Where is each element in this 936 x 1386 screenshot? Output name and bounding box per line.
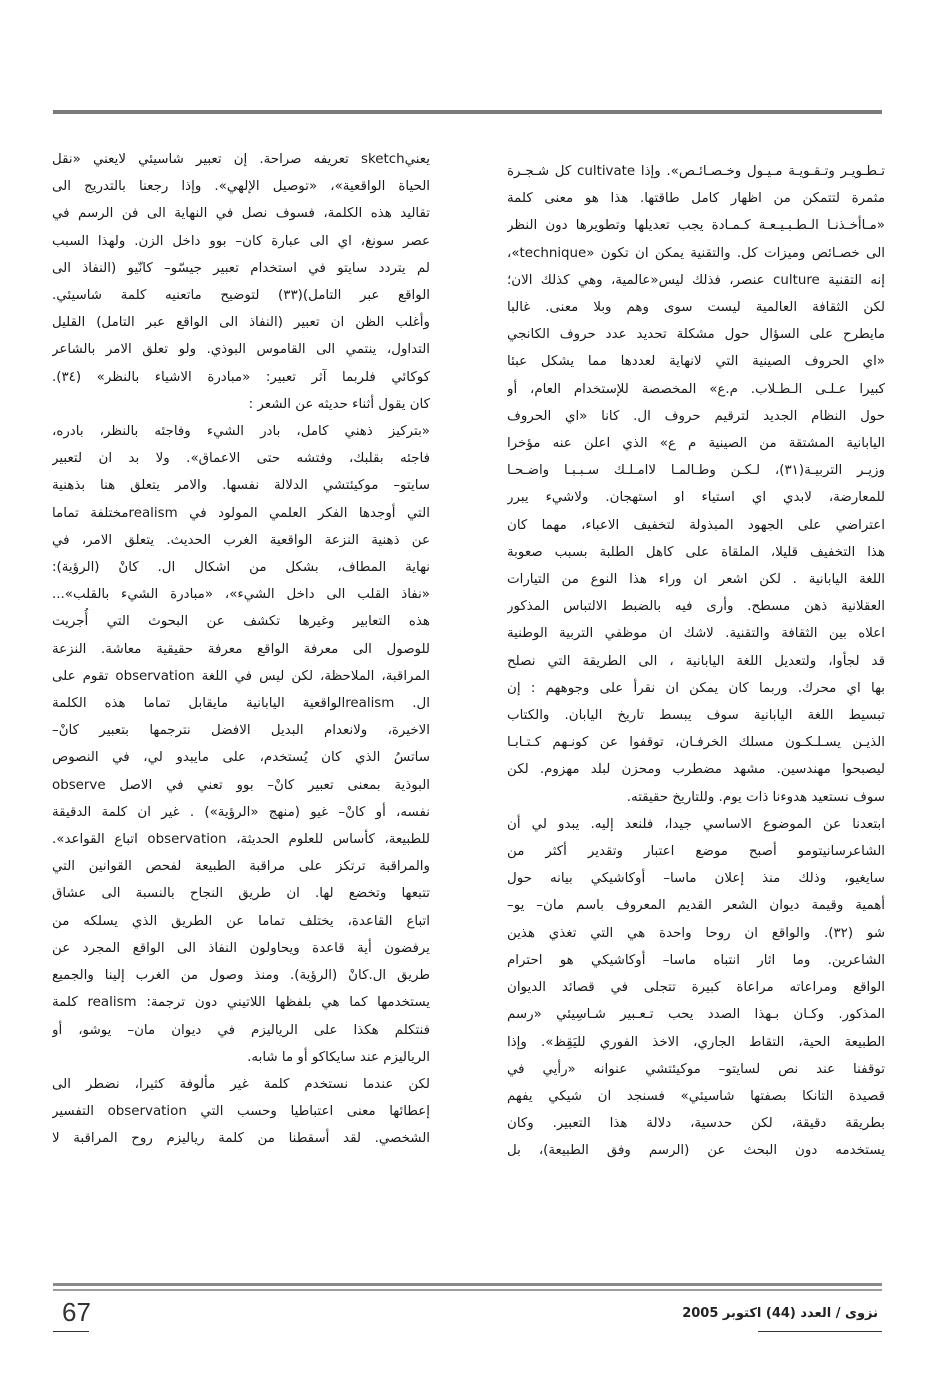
- text-line: ليصبحوا مهندسين. مشهد مضطرب ومحزن لبلد مهزوم. لكن: [507, 762, 885, 778]
- text-line: بطريقة دقيقة، لكن حدسية، دلالة هذا التعبير. وكان: [507, 1116, 885, 1132]
- text-line: تـطـويـر وتـقـويـة مـيـول وخـصـائـص». وإذا cultivate كل شـجـرة: [507, 164, 885, 179]
- header-rule: [53, 110, 882, 114]
- text-line: اليابانية المشتقة من الصينية م ع» الذي اعلن عنه مؤخرا: [507, 436, 885, 452]
- text-line: الشاعرسانيتومو أصبح موضع اعتبار وتقدير أكثر من: [507, 844, 885, 860]
- article-column-right: [507, 158, 885, 1165]
- text-line: فاجئه بقلبك، وفتشه حتى الاعماق». ولا بد ان لتعبير: [52, 451, 430, 467]
- text-line: مايطرح على السؤال حول مشكلة تحديد عدد حروف الكانجي: [507, 327, 885, 343]
- issue-masthead: نزوى / العدد (44) اكتوبر 2005: [682, 1306, 878, 1321]
- text-line: اتباع القاعدة، يختلف تماما عن الطريق الذي يسلكه من: [52, 913, 430, 929]
- text-line: قد لجأوا، ولتعديل اللغة اليابانية ، الى الطريقة التي نصلح: [507, 653, 885, 669]
- text-line: يستخدمها كما هي بلفظها اللاتيني دون ترجمة: realism كلمة: [52, 995, 430, 1011]
- text-line: كان يقول أثناء حديثه عن الشعر :: [248, 396, 430, 412]
- text-line: هذا التخفيف قليلا، الملقاة على كاهل الطلبة بسبب صعوبة: [507, 544, 885, 560]
- text-line: للطبيعة، كأساس للعلوم الحديثة، observation اتباع القواعد».: [52, 832, 430, 848]
- text-line: والمراقبة ترتكز على مراقبة الطبيعة لفحص القوانين التي: [52, 859, 430, 875]
- page-number-underline: [53, 1331, 89, 1332]
- text-line: يستخدمه دون البحث عن (الرسم وفق الطبيعة)، بل: [507, 1143, 885, 1159]
- text-line: اعلاه بين الثقافة والتقنية. لاشك ان موظفي التربية الوطنية: [507, 626, 885, 642]
- text-line: إنه التقنية culture عنصر، فذلك ليس«عالمية، وهي كذلك الان؛: [507, 272, 885, 288]
- page-number: 67: [62, 1297, 91, 1327]
- text-line: مثمرة لتتمكن من اظهار كامل طاقتها. هذا هو معنى كلمة: [507, 191, 885, 207]
- text-line: ساتسُ الذي كان يُستخدم، على مايبدو لي، في النصوص: [52, 750, 430, 766]
- text-line: الى خصـائص وميزات كل. والتقنية يمكن ان تكون «technique»،: [507, 245, 885, 261]
- text-line: التي أوجدها الفكر العلمي المولود في realismمختلفة تماما: [52, 505, 430, 521]
- text-line: أهمية وقيمة ديوان الشعر القديم المعروف باسم مان– يو–: [507, 898, 885, 914]
- text-line: المذكور. وكـان بـهذا الصدد يحب تـعـبير شـاسِيئي «رسم: [507, 1007, 885, 1023]
- text-line: كبيرا عـلـى الـطـلاب. م.ع» المخصصة للإستخدام العام، أو: [507, 381, 885, 397]
- text-line: البوذية بمعنى تعبير كانْ– بوو تعني في الاصل observe: [52, 777, 430, 793]
- text-line: يرفضون أية قاعدة ويحاولون النفاذ الى الواقع المجرد عن: [52, 940, 430, 956]
- text-line: عصر سونغ، اي الى عبارة كان– بوو داخل الزن. ولهذا السبب: [52, 233, 430, 249]
- text-line: التداول، ينتمي الى القاموس البوذي. ولو تعلق الامر بالشاعر: [52, 342, 430, 358]
- text-line: «نفاذ القلب الى داخل الشيء»، «مبادرة الشيء بالقلب»...: [52, 587, 430, 603]
- article-column-left: [52, 146, 430, 1153]
- text-line: قصيدة التانكا بصفتها شاسيئي» فسنجد ان شيكي يفهم: [507, 1088, 885, 1104]
- text-line: طريق ال.كانْ (الرؤية). ومنذ وصول من الغرب إلينا والجميع: [52, 968, 430, 984]
- text-line: الطبيعة الحية، التقاط الجاري، الاخذ الفوري لليَقِظ». وإذا: [507, 1034, 885, 1050]
- text-line: حول النظام الجديد لترقيم حروف ال. كانا «اي الحروف: [507, 408, 885, 424]
- text-line: تقاليد هذه الكلمة، فسوف نصل في النهاية الى فن الرسم في: [52, 206, 430, 222]
- text-line: نهاية المطاف، بشكل من اشكال ال. كانْ (الرؤية):: [52, 560, 430, 576]
- text-line: تتبعها وتخضع لها. ان طريق النجاح بالنسبة الى عشاق: [52, 886, 430, 902]
- text-line: لم يتردد سايتو في استخدام تعبير جيسّو– كانّيو (النفاذ الى: [52, 260, 430, 276]
- text-line: الحياة الواقعية»، «توصيل الإلهي». وإذا رجعنا بالتدريج الى: [52, 179, 430, 195]
- text-line: تبسيط اللغة اليابانية سوف يبسط تاريخ اليابان. والكتاب: [507, 708, 885, 724]
- text-line: شو (٣٢). والواقع ان روحا واحدة هي التي تغذي هذين: [507, 925, 885, 941]
- text-line: المراقبة، الملاحظة، لكن ليس في اللغة observation تقوم على: [52, 668, 430, 684]
- text-line: الشاعرين. وما اثار انتباه ماسا– أوكاشيكي هو احترام: [507, 952, 885, 968]
- footer-rule-bottom: [53, 1289, 882, 1291]
- text-line: الواقع عبر التامل)(٣٣) لتوضيح ماتعنيه كلمة شاسيئي.: [52, 288, 430, 304]
- text-line: الواقع ومراعاته مراعاة كبيرة تتجلى في قصائد الديوان: [507, 980, 885, 996]
- text-line: وزيـر التربيـة(٣١)، لـكـن وطـالمـا لاامـلـك سـبـبـا واضـحـا: [507, 463, 885, 479]
- text-line: لكن عندما نستخدم كلمة غير مألوفة كثيرا، نضطر الى: [52, 1076, 430, 1092]
- text-line: لكن الثقافة العالمية ليست سوى وهم وبلا معنى. غالبا: [507, 300, 885, 316]
- footer-rule-top: [53, 1283, 882, 1286]
- text-line: سايغيو، وذلك منذ إعلان ماسا– أوكاشيكي بيانه حول: [507, 871, 885, 887]
- text-line: نفسه، أو كانْ– غيو (منهج «الرؤية») . غير ان كلمة الدقيقة: [52, 804, 430, 820]
- text-line: سايتو– موكيئتشي الدلالة نفسها. والامر يتعلق هنا بذهنية: [52, 478, 430, 494]
- text-line: «بتركيز ذهني كامل، بادر الشيء وفاجئه بالنظر، بادره،: [52, 424, 430, 440]
- text-line: وأغلب الظن ان تعبير (النفاذ الى الواقع عبر التامل) القليل: [52, 315, 430, 331]
- text-line: ال. realismالواقعية اليابانية مايقابل تماما هذه الكلمة: [52, 696, 430, 712]
- text-line: ابتعدنا عن الموضوع الاساسي جيدا، فلنعد إليه. يبدو لي أن: [507, 816, 885, 832]
- text-line: «مـاأخـذنـا الـطـبـيـعـة كـمـادة يجب تعديلها وتطويرها دون النظر: [507, 218, 885, 234]
- text-line: الذيـن يسـلـكـون مسلك الخرفـان، توقفوا عن كونـهم كـتـابـا: [507, 735, 885, 751]
- text-line: العقلانية ذهن مسطح. وأرى فيه بالضبط الالتباس المذكور: [507, 599, 885, 615]
- text-line: إعطائها معنى اعتباطيا وحسب التي observation التفسير: [52, 1104, 430, 1120]
- text-line: الشخصي. لقد أسقطنا من كلمة رياليزم روح المراقبة لا: [52, 1131, 430, 1147]
- text-line: توقفنا عند نص لسايتو– موكيئتشي عنوانه «رأيي في: [507, 1061, 885, 1077]
- text-line: اعتراضي على الجهود المبذولة لتخفيف الاعباء، مهما كان: [507, 517, 885, 533]
- text-line: اللغة اليابانية . لكن اشعر ان وراء هذا النوع من التيارات: [507, 572, 885, 588]
- text-line: الاخيرة، ولانعدام البديل الافضل نترجمها بتعبير كانْ–: [52, 723, 430, 739]
- text-line: يعنيsketch تعريفه صراحة. إن تعبير شاسيئي لايعني «نقل: [52, 152, 430, 167]
- text-line: للمعارضة، لابدي اي استياء او استهجان. ولاشيء يبرر: [507, 490, 885, 506]
- text-line: «اي الحروف الصينية التي لانهاية لعددها مما يشكل عبئا: [507, 354, 885, 370]
- text-line: سوف نستعيد هدوءنا ذات يوم. وللتاريخ حقيقته.: [626, 789, 885, 805]
- text-line: للوصول الى معرفة الواقع معرفة حقيقية معاشة. النزعة: [52, 641, 430, 657]
- text-line: فنتكلم هكذا على الرياليزم في ديوان مان– يوشو، أو: [52, 1022, 430, 1038]
- text-line: الرياليزم عند سايكاكو أو ما شابه.: [247, 1049, 430, 1065]
- text-line: كوكائي فلربما آثر تعبير: «مبادرة الاشياء بالنظر» (٣٤).: [52, 369, 430, 385]
- masthead-underline: [758, 1331, 882, 1332]
- text-line: عن ذهنية النزعة الواقعية الغرب الحديث. يتعلق الامر، في: [52, 532, 430, 548]
- text-line: هذه التعابير وغيرها تكشف عن البحوث التي أُجريت: [52, 614, 430, 630]
- text-line: بها اي محرك. وربما كان يمكن ان نقرأ على وجوههم : إن: [507, 680, 885, 696]
